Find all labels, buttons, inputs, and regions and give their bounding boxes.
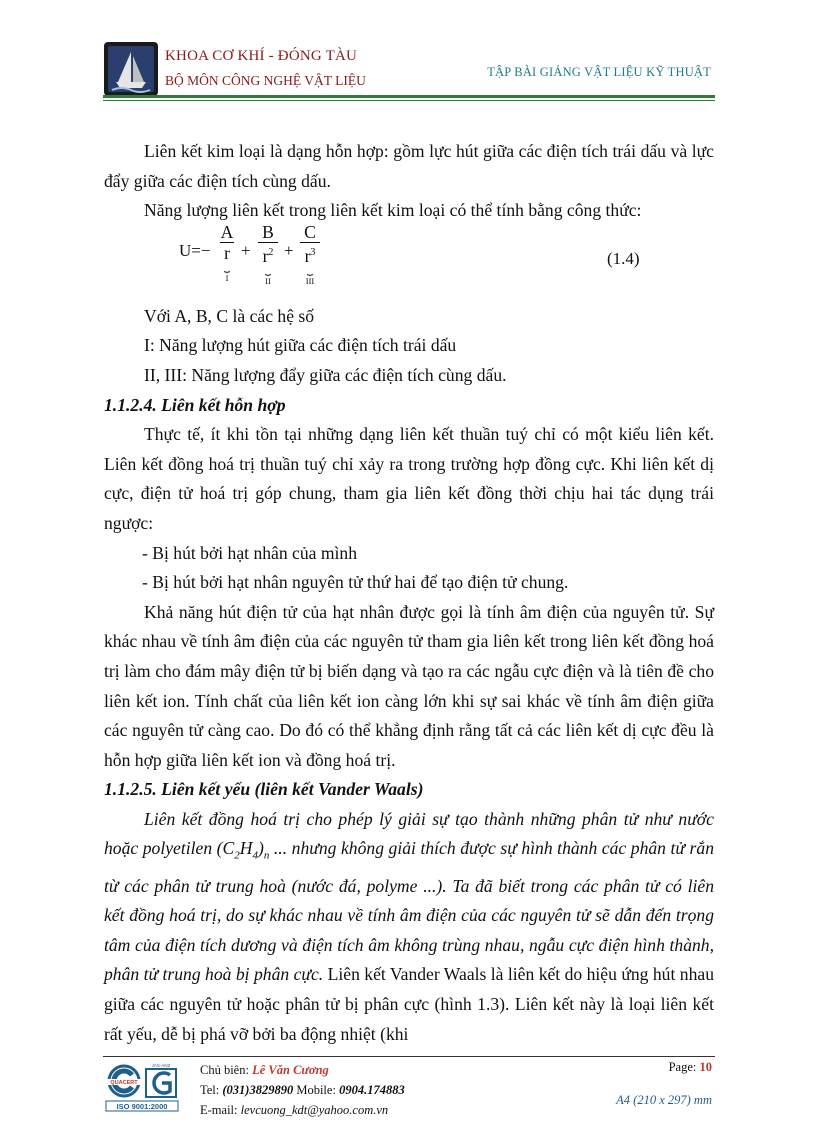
formula-number: (1.4) xyxy=(607,248,640,268)
list-item-attracted-second: - Bị hút bởi hạt nhân nguyên tử thứ hai để tạo điện tử chung. xyxy=(142,572,569,593)
formula-label-2: II xyxy=(265,275,271,286)
document-title: TẬP BÀI GIẢNG VẬT LIỆU KỸ THUẬT xyxy=(487,65,711,79)
faculty-logo xyxy=(104,42,158,96)
svg-text:JAS-ANZ: JAS-ANZ xyxy=(151,1063,171,1068)
footer-rule xyxy=(103,1056,715,1057)
paragraph-coefficients: Với A, B, C là các hệ số xyxy=(144,305,315,326)
paragraph-vander-waals: Liên kết đồng hoá trị cho phép lý giải sự tạo thành những phân tử như nước hoặc polyetilen $(C_2H_4)_n$ ... nhưng không giải thích được sự hình thành các phân tử rắn từ các phân tử trung hoà (nước đá, polyme ...). Ta đã biết trong các phân tử có liên kết đồng hoá trị, do sự khác nhau về tính âm điện của các nguyên tử sẽ dẫn đến trọng tâm của điện tích dương và điện tích âm không trùng nhau, ngẫu cực điện hình thành, phân tử trung hoà bị phân cực. Liên kết Vander Waals là liên kết do hiệu ứng hút nhau giữa các nguyên tử hoặc phân tử bị phân cực (hình 1.3). Liên kết này là loại liên kết rất yếu, dễ bị phá vỡ bởi ba động nhiệt (khi xyxy=(104,808,714,1044)
paragraph-mixed-bond: Thực tế, ít khi tồn tại những dạng liên kết thuần tuý chỉ có một kiểu liên kết. Liên kết đồng hoá trị thuần tuý chỉ xảy ra trong trường hợp đồng cực. Khi liên kết dị cực, điện tử hoá trị góp chung, tham gia liên kết đồng thời chịu hai tác dụng trái ngược: xyxy=(104,424,714,533)
page-number: Page: 10 xyxy=(668,1060,712,1074)
header-rule xyxy=(103,95,715,98)
paragraph-term-i: I: Năng lượng hút giữa các điện tích trái dấu xyxy=(144,335,457,356)
formula-term-1: A r ⏟ I xyxy=(220,221,234,283)
formula-1-4 xyxy=(104,221,714,302)
footer-editor: Chủ biên: Lê Văn Cương xyxy=(200,1063,329,1077)
section-heading-1-1-2-5: 1.1.2.5. Liên kết yếu (liên kết Vander Waals) xyxy=(104,779,424,800)
formula-num-b: B xyxy=(262,221,274,242)
formula-den-1: r xyxy=(224,242,230,263)
department-name: BỘ MÔN CÔNG NGHỆ VẬT LIỆU xyxy=(165,73,366,88)
header-rule-thin xyxy=(103,100,715,101)
paper-size: A4 (210 x 297) mm xyxy=(616,1093,712,1107)
svg-text:QUACERT: QUACERT xyxy=(110,1080,138,1086)
section-heading-1-1-2-4: 1.1.2.4. Liên kết hỗn hợp xyxy=(104,394,286,415)
footer-contact xyxy=(200,1060,405,1120)
formula-label-1: I xyxy=(225,272,229,283)
formula-num-c: C xyxy=(304,221,316,242)
svg-text:ISO 9001:2000: ISO 9001:2000 xyxy=(116,1102,168,1111)
formula-term-2: B $r^2$ ⏟ II xyxy=(258,222,278,286)
formula-num-a: A xyxy=(220,221,234,242)
list-item-attracted-own: - Bị hút bởi hạt nhân của mình xyxy=(142,542,358,563)
paragraph-metallic-bond: Liên kết kim loại là dạng hỗn hợp: gồm lực hút giữa các điện tích trái dấu và lực đẩy giữa các điện tích cùng dấu. xyxy=(104,141,714,191)
formula-plus-2: + xyxy=(284,240,294,260)
footer-email: E-mail: levcuong_kdt@yahoo.com.vn xyxy=(200,1103,389,1117)
paragraph-electronegativity: Khả năng hút điện tử của hạt nhân được gọi là tính âm điện của nguyên tử. Sự khác nhau về tính âm điện của các nguyên tử tham gia liên kết trong liên kết đồng hoá trị làm cho đám mây điện tử bị biến dạng và tạo ra các ngẫu cực điện và là tiên đề cho liên kết ion. Tính chất của liên kết ion càng lớn khi sự sai khác về tính âm điện giữa các nguyên tử càng cao. Do đó có thể khẳng định rằng tất cả các liên kết dị cực đều là hỗn hợp giữa liên kết ion và đồng hoá trị. xyxy=(104,601,714,770)
paragraph-energy-intro: Năng lượng liên kết trong liên kết kim loại có thể tính bằng công thức: xyxy=(144,200,642,221)
formula-plus-1: + xyxy=(241,240,251,260)
formula-den-2: $r^2$ xyxy=(262,245,274,266)
formula-term-3: C $r^3$ ⏟ III xyxy=(300,222,320,286)
paragraph-term-ii-iii: II, III: Năng lượng đẩy giữa các điện tích cùng dấu. xyxy=(144,364,507,385)
formula-den-3: $r^3$ xyxy=(304,245,316,266)
faculty-name: KHOA CƠ KHÍ - ĐÓNG TÀU xyxy=(165,48,358,64)
quacert-iso-logo xyxy=(104,1063,182,1113)
page-content xyxy=(104,137,714,1049)
footer-phone: Tel: (031)3829890 Mobile: 0904.174883 xyxy=(200,1083,405,1097)
email-link[interactable]: levcuong_kdt@yahoo.com.vn xyxy=(240,1103,389,1117)
formula-lhs: U=− xyxy=(179,240,211,260)
formula-label-3: III xyxy=(305,275,315,286)
